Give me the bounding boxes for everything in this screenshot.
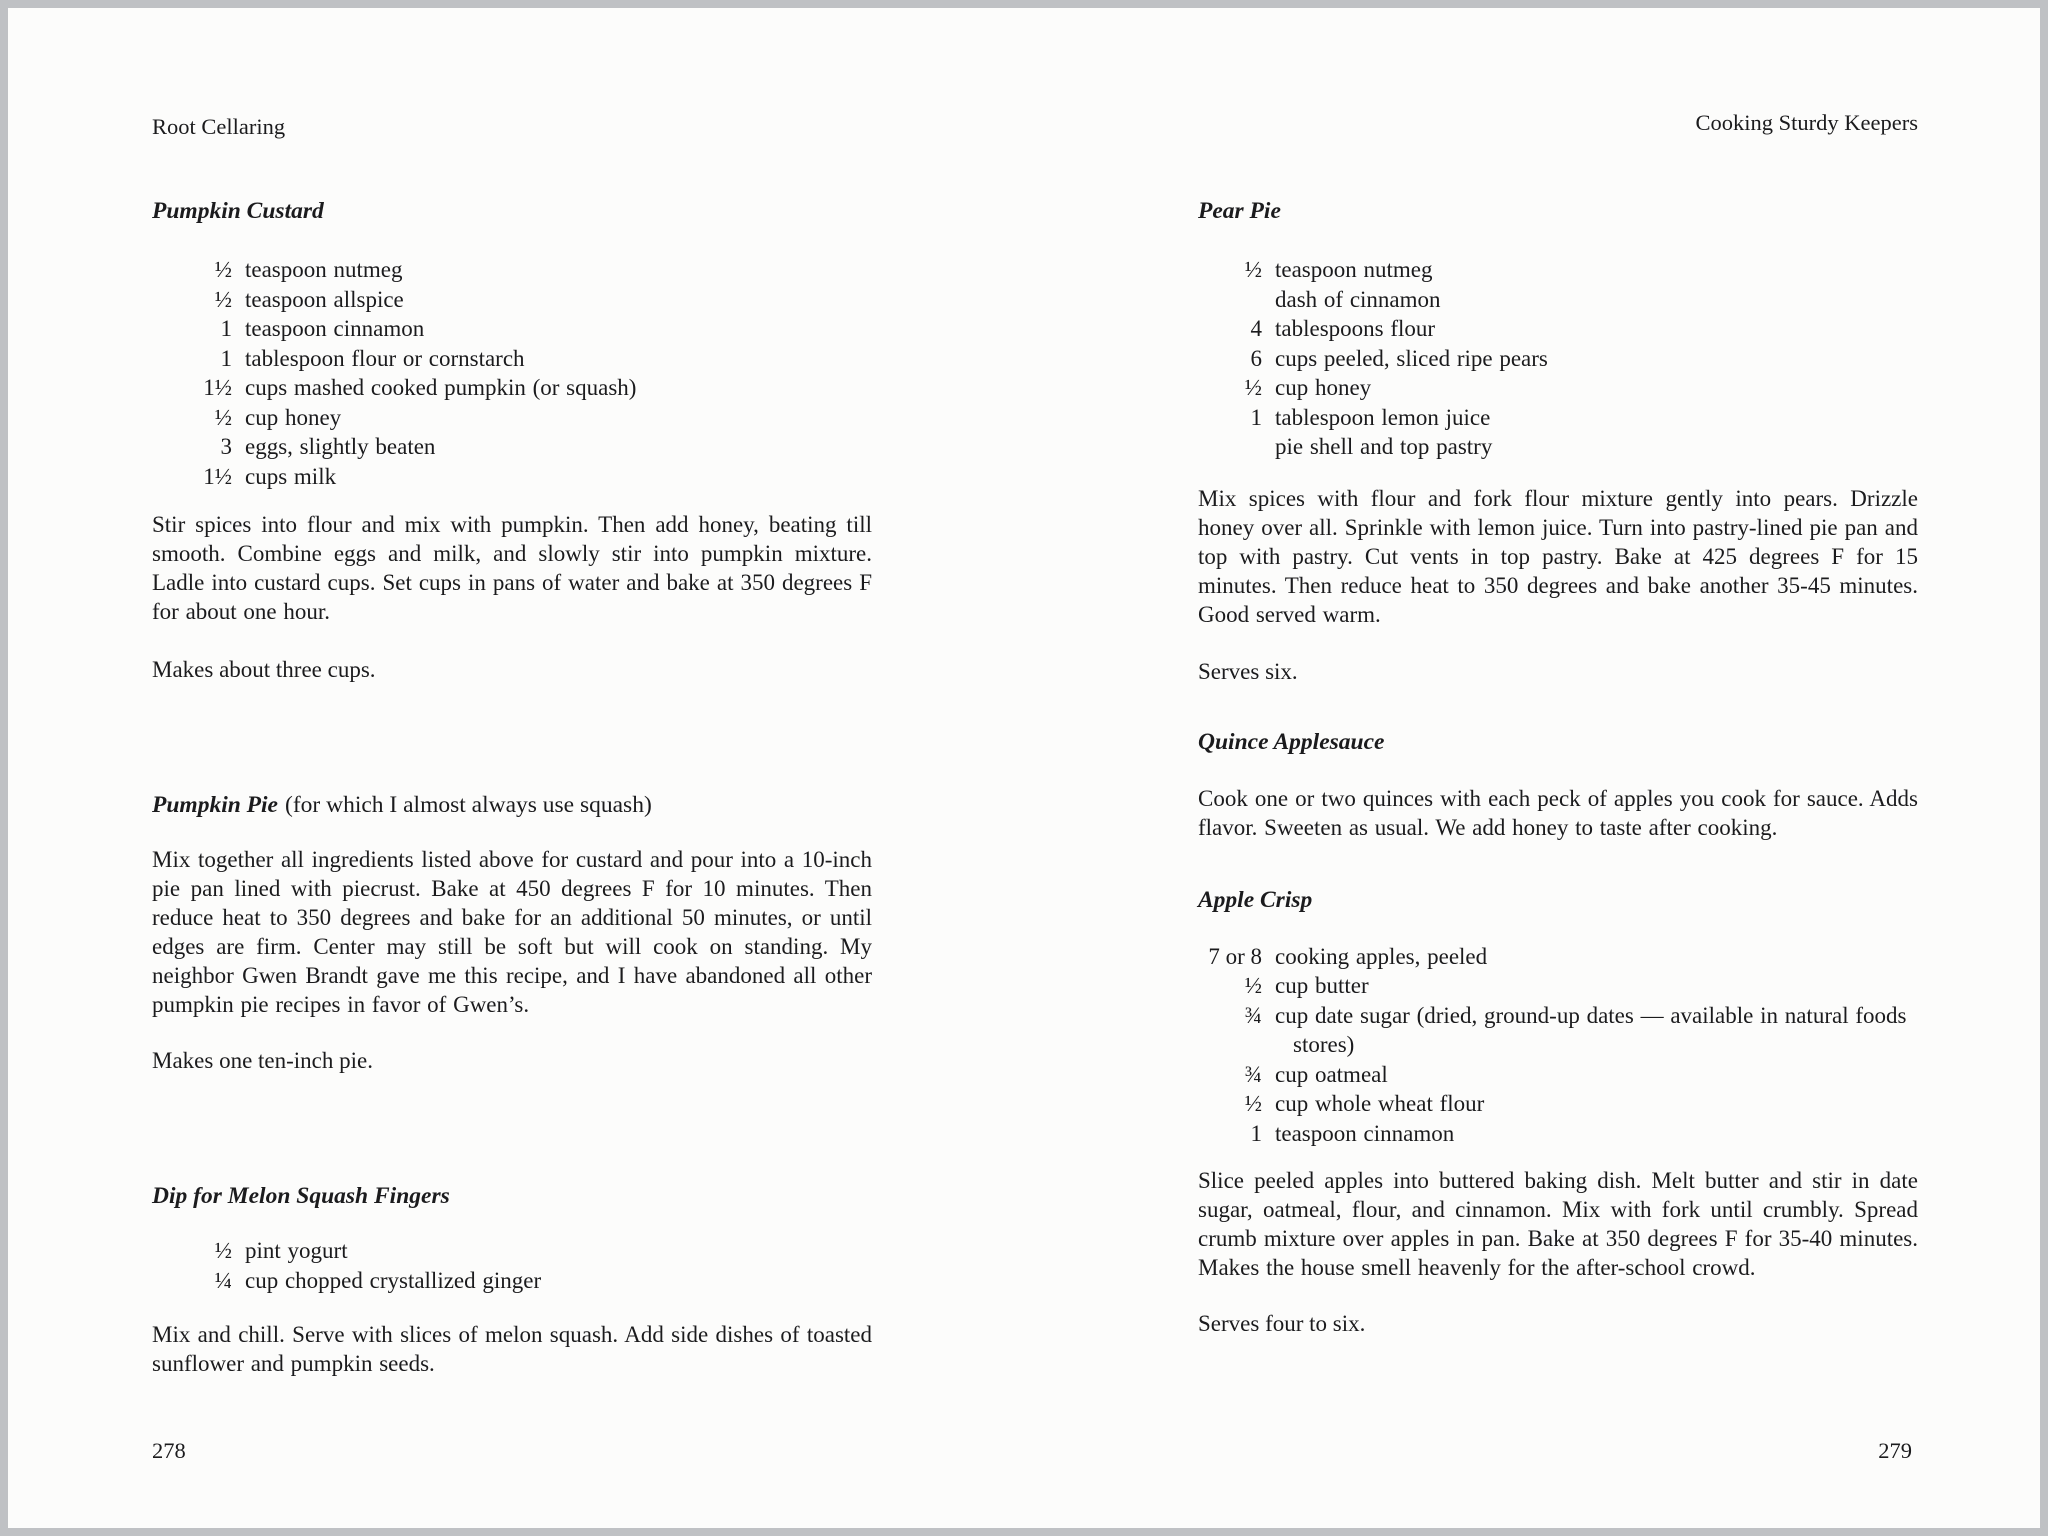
page-number-right: 279 (1878, 1438, 1912, 1463)
ingredient-text: eggs, slightly beaten (245, 434, 436, 459)
page-number-left: 278 (152, 1438, 186, 1463)
ingredient-row (1198, 942, 1918, 972)
ingredient-row (152, 1266, 872, 1296)
ingredient-qty: ½ (1244, 375, 1262, 400)
ingredient-row (1198, 314, 1918, 344)
ingredient-row (1198, 255, 1918, 285)
page-left (8, 8, 1024, 1528)
ingredient-text: cups milk (245, 463, 337, 489)
recipe-title-pumpkin-custard: Pumpkin Custard (152, 198, 324, 224)
ingredient-list-pear-pie (1198, 255, 1918, 462)
ingredient-row (152, 285, 872, 315)
ingredient-text: teaspoon allspice (245, 286, 404, 312)
ingredient-qty: 1 (1250, 1120, 1262, 1146)
ingredient-text: cup oatmeal (1275, 1061, 1388, 1087)
yield-note: Serves six. (1198, 658, 1298, 684)
ingredient-qty: 6 (1250, 345, 1262, 371)
ingredient-text: cup butter (1275, 973, 1369, 998)
ingredient-text: teaspoon nutmeg (1275, 257, 1433, 282)
ingredient-qty: ¾ (1244, 1061, 1262, 1087)
ingredient-qty: 1 (1250, 404, 1262, 430)
recipe-title-quince-applesauce: Quince Applesauce (1198, 728, 1385, 755)
ingredient-row (152, 255, 872, 285)
ingredient-qty: ½ (214, 404, 232, 430)
ingredient-row (152, 1236, 872, 1266)
recipe-title-note: (for which I almost always use squash) (285, 792, 652, 818)
ingredient-row (152, 314, 872, 344)
yield-note: Makes about three cups. (152, 657, 376, 682)
ingredient-text: cup chopped crystallized ginger (245, 1267, 542, 1293)
ingredient-text: cup honey (1275, 375, 1372, 400)
instructions-quince-applesauce: Cook one or two quinces with each peck of apples you cook for sauce. Adds flavor. Sweeten as usual. We add honey to taste after cooking. (1198, 785, 1918, 840)
ingredient-qty: ½ (214, 257, 232, 282)
yield-note: Makes one ten-inch pie. (152, 1048, 373, 1073)
ingredient-row (1198, 1119, 1918, 1149)
instructions-apple-crisp: Slice peeled apples into buttered baking dish. Melt butter and stir in date sugar, oatmeal, flour, and cinnamon. Mix with fork until crumbly. Spread crumb mixture over apples in pan. Bake at 350 degrees F for 35-40 minutes. Makes the house smell heavenly for the after-school crowd. (1198, 1168, 1918, 1280)
ingredient-list-melon-squash-dip (152, 1236, 872, 1295)
ingredient-row (1198, 432, 1918, 462)
ingredient-qty: ¾ (1244, 1002, 1262, 1028)
recipe-title-apple-crisp: Apple Crisp (1198, 886, 1313, 913)
ingredient-qty: 1 (220, 345, 232, 371)
ingredient-row (152, 403, 872, 433)
ingredient-row (1198, 403, 1918, 433)
ingredient-qty: 3 (220, 434, 232, 459)
instructions-pear-pie: Mix spices with flour and fork flour mixture gently into pears. Drizzle honey over all. Sprinkle with lemon juice. Turn into pastry-lined pie pan and top with pastry. Cut vents in top pastry. Bake at 425 degrees F for 15 minutes. Then reduce heat to 350 degrees and bake another 35-45 minutes. Good served warm. (1198, 485, 1918, 627)
book-spread (8, 8, 2040, 1528)
ingredient-text: cup honey (245, 404, 342, 430)
ingredient-qty: 4 (1250, 316, 1262, 341)
ingredient-row (1198, 373, 1918, 403)
ingredient-list-pumpkin-custard (152, 255, 872, 491)
ingredient-qty: ½ (1244, 973, 1262, 998)
ingredient-text: pie shell and top pastry (1275, 434, 1493, 459)
ingredient-row (152, 462, 872, 492)
ingredient-text: tablespoons flour (1275, 316, 1436, 341)
ingredient-row (1198, 285, 1918, 315)
ingredient-qty: ½ (1244, 257, 1262, 282)
ingredient-text: cups mashed cooked pumpkin (or squash) (245, 375, 637, 400)
ingredient-text: teaspoon cinnamon (1275, 1120, 1455, 1146)
ingredient-row (1198, 1060, 1918, 1090)
ingredient-qty: ¼ (214, 1267, 232, 1293)
ingredient-text: cups peeled, sliced ripe pears (1275, 345, 1548, 371)
ingredient-row (152, 373, 872, 403)
ingredient-text: teaspoon nutmeg (245, 257, 403, 282)
ingredient-text: tablespoon lemon juice (1275, 404, 1491, 430)
recipe-title-text: Pumpkin Pie (152, 792, 278, 818)
ingredient-text: tablespoon flour or cornstarch (245, 345, 525, 371)
instructions-pumpkin-custard: Stir spices into flour and mix with pumpkin. Then add honey, beating till smooth. Combine eggs and milk, and slowly stir into pumpkin mixture. Ladle into custard cups. Set cups in pans of water and bake at 350 degrees F for about one hour. (152, 512, 872, 624)
yield-note: Serves four to six. (1198, 1311, 1366, 1336)
ingredient-row (1198, 1089, 1918, 1119)
ingredient-text: cup date sugar (dried, ground-up dates — available in natural foods stores) (1275, 1002, 1907, 1057)
recipe-title-pumpkin-pie (152, 790, 872, 820)
running-header-right: Cooking Sturdy Keepers (1695, 110, 1918, 135)
ingredient-text: cooking apples, peeled (1275, 943, 1488, 969)
recipe-title-melon-squash-dip: Dip for Melon Squash Fingers (152, 1183, 450, 1209)
instructions-pumpkin-pie: Mix together all ingredients listed above for custard and pour into a 10-inch pie pan lined with piecrust. Bake at 450 degrees F for 10 minutes. Then reduce heat to 350 degrees and bake for an additional 50 minutes, or until edges are firm. Center may still be soft but will cook on standing. My neighbor Gwen Brandt gave me this recipe, and I have abandoned all other pumpkin pie recipes in favor of Gwen’s. (152, 847, 872, 1017)
ingredient-text: teaspoon cinnamon (245, 316, 425, 341)
ingredient-qty (1198, 432, 1262, 462)
ingredient-qty: ½ (1244, 1091, 1262, 1116)
recipe-title-pear-pie: Pear Pie (1198, 198, 1281, 224)
ingredient-text: pint yogurt (245, 1238, 348, 1263)
ingredient-text: cup whole wheat flour (1275, 1091, 1485, 1116)
page-right (1024, 8, 2040, 1528)
ingredient-qty: 1½ (203, 463, 232, 489)
ingredient-row (1198, 971, 1918, 1001)
ingredient-text: dash of cinnamon (1275, 286, 1441, 312)
ingredient-qty: 1 (220, 316, 232, 341)
ingredient-qty (1198, 285, 1262, 315)
ingredient-qty: 7 or 8 (1208, 943, 1262, 969)
ingredient-row (152, 432, 872, 462)
ingredient-qty: 1½ (203, 375, 232, 400)
ingredient-row (152, 344, 872, 374)
ingredient-qty: ½ (214, 1238, 232, 1263)
ingredient-qty: ½ (214, 286, 232, 312)
ingredient-row (1198, 1001, 1918, 1060)
ingredient-list-apple-crisp (1198, 942, 1918, 1149)
running-header-left: Root Cellaring (152, 114, 286, 139)
instructions-melon-squash-dip: Mix and chill. Serve with slices of melon squash. Add side dishes of toasted sunflower and pumpkin seeds. (152, 1322, 872, 1376)
ingredient-row (1198, 344, 1918, 374)
